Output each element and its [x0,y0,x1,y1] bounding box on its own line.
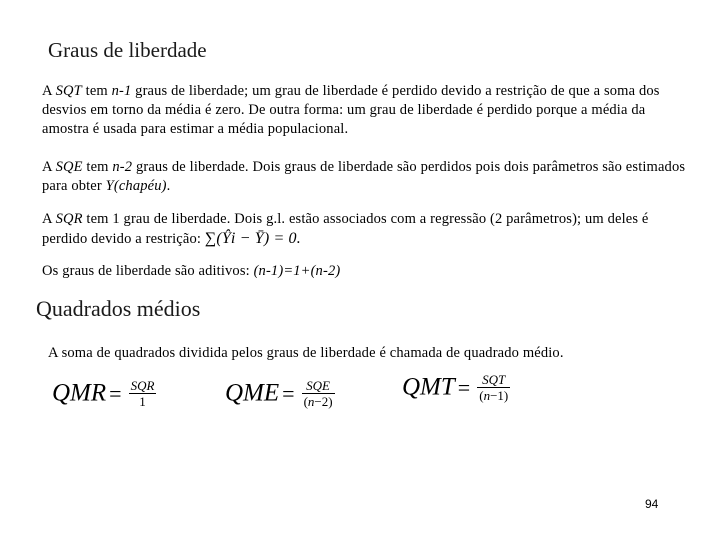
formula-qmt: QMT = $\frac{\text{SQT}}{(n-1)}$ [402,372,509,403]
paragraph-sqe: A SQE tem n-2 graus de liberdade. Dois graus de liberdade são perdidos pois dois parâmetros são estimados para obter Y(chapéu). [42,159,686,194]
section-title-graus: Graus de liberdade [48,38,207,62]
paragraph-additive: Os graus de liberdade são aditivos: (n-1)=1+(n-2) [42,263,341,279]
paragraph-quadrado-medio: A soma de quadrados dividida pelos graus de liberdade é chamada de quadrado médio. [48,345,564,361]
page-number: 94 [645,497,659,511]
formula-qme: QME = $\frac{\text{SQE}}{(n-2)}$ [225,378,333,409]
paragraph-sqt: A SQT tem n-1 graus de liberdade; um grau de liberdade é perdido devido a restrição de que a soma dos desvios em torno da média é zero. De outra forma: um grau de liberdade é perdido porque a média da amostra é usada para estimar a média populacional. [42,83,660,137]
section-title-quadrados: Quadrados médios [36,296,201,321]
restriction-formula: ∑(Ŷi − Ȳ) = 0. [204,230,301,247]
paragraph-sqr: A SQR tem 1 grau de liberdade. Dois g.l. estão associados com a regressão (2 parâmetros); um deles é perdido devido a restrição: ∑(Ŷi − Ȳ) = 0. [42,211,649,247]
formula-qmr: QMR = $\frac{\text{SQR}}{1}$ [52,378,155,409]
